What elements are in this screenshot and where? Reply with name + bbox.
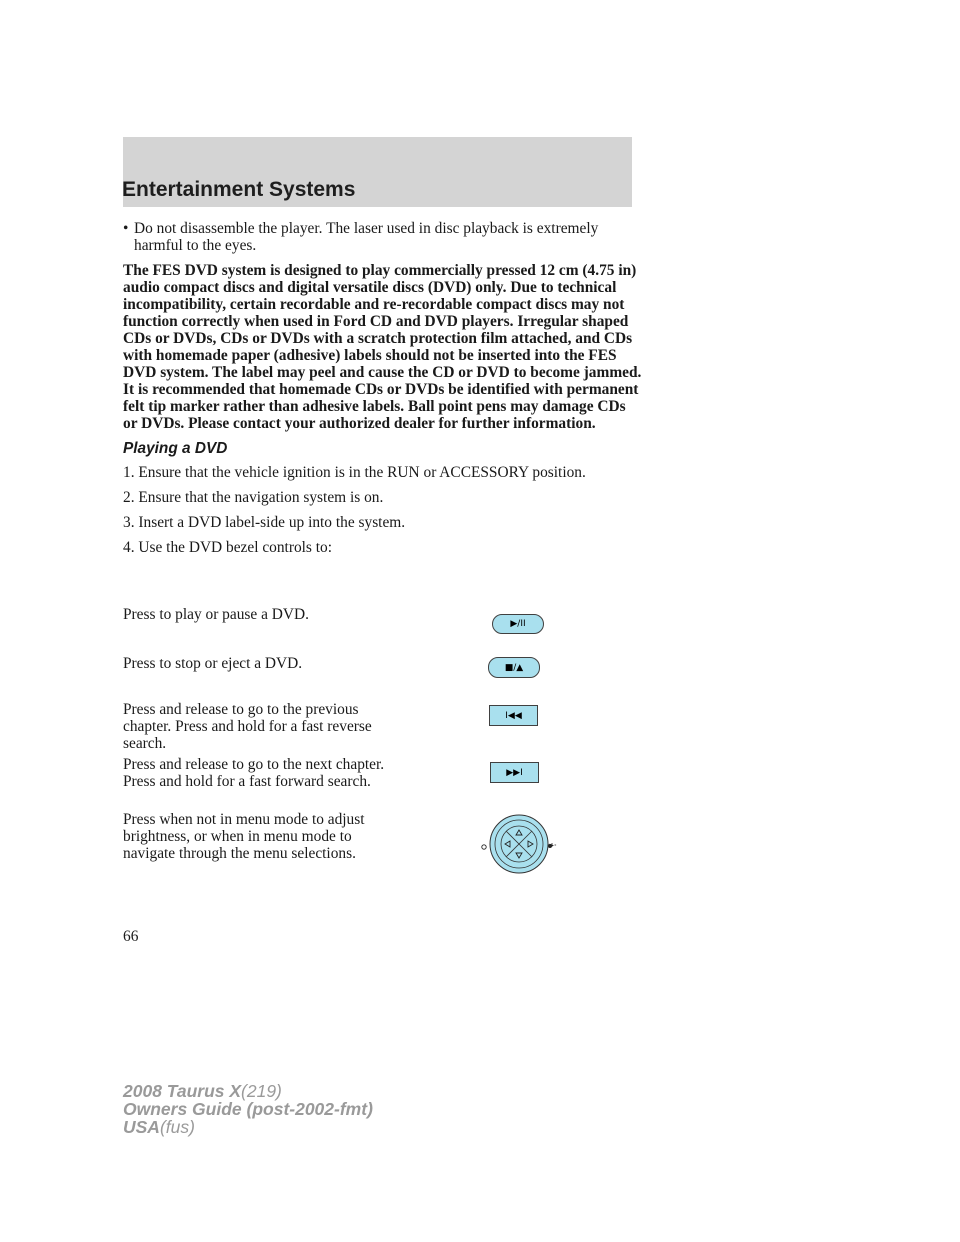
play-pause-icon: ▶/II xyxy=(492,614,544,634)
step-3: 3. Insert a DVD label-side up into the system. xyxy=(123,514,406,531)
control-desc-play-pause: Press to play or pause a DVD. xyxy=(123,606,309,623)
next-chapter-icon: ▶▶I xyxy=(490,762,539,783)
footer-model-code: (219) xyxy=(241,1081,282,1101)
step-4: 4. Use the DVD bezel controls to: xyxy=(123,539,333,556)
footer-market-code: (fus) xyxy=(159,1117,195,1137)
subheading-playing-dvd: Playing a DVD xyxy=(123,440,228,457)
disc-compatibility-paragraph: The FES DVD system is designed to play commercially pressed 12 cm (4.75 in) audio compact discs and digital versatile discs (DVD) only. Due to technical incompatibility, certain recordable and re-recordable compact discs may not function correctly when used in Ford CD and DVD players. Irregular shaped CDs or DVDs, CDs or DVDs with a scratch protection film attached, and CDs with homemade paper (adhesive) labels should not be inserted into the FES DVD system. The label may peel and cause the CD or DVD to become jammed. It is recommended that homemade CDs or DVDs be identified with permanent felt tip marker rather than adhesive labels. Ball point pens may damage CDs or DVDs. Please contact your authorized dealer for further information. xyxy=(123,262,642,432)
previous-chapter-icon: I◀◀ xyxy=(489,705,538,726)
bullet-dot: • xyxy=(123,220,129,237)
document-footer xyxy=(123,1082,373,1136)
page-number: 66 xyxy=(123,928,139,945)
control-desc-previous-chapter: Press and release to go to the previous chapter. Press and hold for a fast reverse search. xyxy=(123,701,372,752)
step-2: 2. Ensure that the navigation system is on. xyxy=(123,489,384,506)
control-desc-navigation-pad: Press when not in menu mode to adjust brightness, or when in menu mode to navigate through the menu selections. xyxy=(123,811,365,862)
navigation-pad-icon xyxy=(478,812,558,874)
control-desc-stop-eject: Press to stop or eject a DVD. xyxy=(123,655,303,672)
stop-eject-icon: ■/▲ xyxy=(488,657,540,678)
footer-model: 2008 Taurus X xyxy=(123,1081,242,1101)
section-title: Entertainment Systems xyxy=(122,178,356,201)
footer-guide: Owners Guide (post-2002-fmt) xyxy=(123,1099,373,1119)
control-desc-next-chapter: Press and release to go to the next chapter. Press and hold for a fast forward search. xyxy=(123,756,385,790)
step-1: 1. Ensure that the vehicle ignition is in the RUN or ACCESSORY position. xyxy=(123,464,586,481)
bullet-text: Do not disassemble the player. The laser used in disc playback is extremely harmful to the eyes. xyxy=(134,220,599,254)
footer-market: USA xyxy=(123,1117,160,1137)
page-body xyxy=(123,220,643,564)
bullet-item xyxy=(123,220,643,254)
